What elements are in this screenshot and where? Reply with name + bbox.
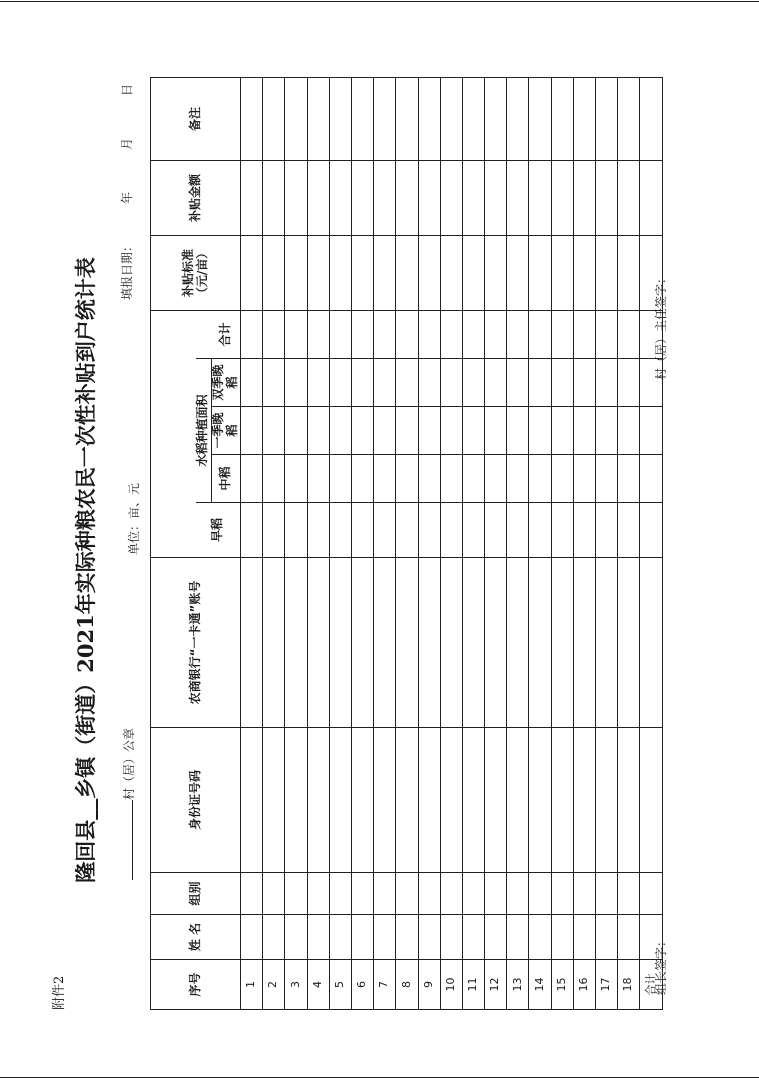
table-cell [485,503,507,558]
table-cell [396,310,418,358]
table-cell [618,728,640,873]
table-cell [462,160,484,235]
table-cell [396,235,418,310]
table-cell [529,873,551,915]
fill-date-day: 日 [120,83,134,96]
fill-date [118,84,135,300]
table-cell [418,310,440,358]
table-cell [573,873,595,915]
table-row [418,77,440,1009]
table-row [529,77,551,1009]
table-cell [618,235,640,310]
table-cell [241,310,263,358]
table-row [396,77,418,1009]
table-cell [285,915,307,960]
table-cell [462,77,484,160]
table-cell [485,407,507,455]
table-cell [462,558,484,728]
fill-date-month: 月 [120,137,134,150]
row-number: 15 [551,960,573,1010]
table-cell [263,235,285,310]
table-cell [529,455,551,503]
table-cell [285,407,307,455]
table-cell [618,160,640,235]
table-cell [507,160,529,235]
table-cell [351,160,373,235]
table-cell [396,915,418,960]
table-cell [329,160,351,235]
row-number: 5 [329,960,351,1010]
table-cell [440,915,462,960]
table-cell [396,873,418,915]
table-cell [462,873,484,915]
table-cell [285,359,307,407]
table-cell [618,503,640,558]
table-cell [285,455,307,503]
table-cell [418,235,440,310]
header-subtotal: 合计 [212,310,241,358]
table-cell [351,77,373,160]
table-cell [329,455,351,503]
table-cell [640,407,662,455]
table-cell [462,359,484,407]
table-cell [440,728,462,873]
fill-date-year: 年 [120,191,134,204]
table-cell [529,160,551,235]
table-cell [462,915,484,960]
table-cell [640,160,662,235]
table-cell [329,728,351,873]
table-cell [485,915,507,960]
row-number: 13 [507,960,529,1010]
table-cell [285,235,307,310]
table-cell [396,160,418,235]
table-cell [485,77,507,160]
table-cell [374,558,396,728]
table-cell [263,359,285,407]
table-cell [485,160,507,235]
table-cell [263,728,285,873]
table-cell [507,503,529,558]
table-cell [640,77,662,160]
table-cell [640,558,662,728]
table-cell [241,77,263,160]
table-cell [573,77,595,160]
table-cell [507,359,529,407]
village-blank [132,800,133,880]
header-bank-account: 农商银行“一卡通”账号 [151,558,241,728]
table-cell [241,160,263,235]
table-cell [573,728,595,873]
table-cell [329,873,351,915]
table-cell [307,503,329,558]
table-cell [329,235,351,310]
fill-date-label: 填报日期： [120,239,134,300]
table-cell [618,873,640,915]
table-cell [485,310,507,358]
table-cell [618,310,640,358]
row-number: 12 [485,960,507,1010]
table-cell [462,310,484,358]
table-cell [374,455,396,503]
table-cell [374,310,396,358]
total-row [640,77,662,1009]
table-cell [529,310,551,358]
table-cell [241,503,263,558]
table-cell [485,235,507,310]
header-subsidy-amount: 补贴金额 [151,160,241,235]
table-cell [396,77,418,160]
table-cell [418,503,440,558]
table-cell [618,407,640,455]
table-cell [418,160,440,235]
header-name: 姓 名 [151,915,241,960]
group-leader-signature: 组长签字： [654,934,668,995]
table-cell [351,235,373,310]
table-cell [551,915,573,960]
table-cell [440,558,462,728]
table-row [618,77,640,1009]
table-cell [241,235,263,310]
table-cell [374,407,396,455]
table-cell [374,915,396,960]
table-cell [485,359,507,407]
table-cell [351,503,373,558]
table-cell [551,728,573,873]
table-row [263,77,285,1009]
table-row [241,77,263,1009]
table-cell [418,873,440,915]
header-mid-rice: 中稻 [212,455,241,503]
table-cell [440,77,462,160]
table-cell [285,310,307,358]
village-seal-line [120,728,137,880]
table-cell [351,873,373,915]
row-number: 7 [374,960,396,1010]
village-seal-label: 村（居）公章 [122,727,136,800]
table-cell [440,359,462,407]
table-cell [329,915,351,960]
table-cell [396,359,418,407]
table-cell [285,558,307,728]
table-cell [462,728,484,873]
table-cell [351,558,373,728]
table-cell [285,503,307,558]
table-cell [241,359,263,407]
table-cell [462,455,484,503]
table-cell [263,558,285,728]
table-row [507,77,529,1009]
table-cell [329,558,351,728]
table-cell [551,873,573,915]
table-row [329,77,351,1009]
table-cell [329,407,351,455]
table-cell [618,455,640,503]
village-director-signature: 村（居）主任签字： [654,271,668,380]
header-rice-area: 水稻种植面积 [196,359,212,503]
table-cell [307,77,329,160]
table-cell [307,407,329,455]
table-cell [307,359,329,407]
table-cell [440,160,462,235]
table-cell [596,235,618,310]
table-cell [263,160,285,235]
table-row [440,77,462,1009]
table-cell [640,728,662,873]
table-row [596,77,618,1009]
table-cell [507,728,529,873]
header-subsidy-standard: 补贴标准（元/亩） [151,235,241,310]
table-cell [307,455,329,503]
table-cell [573,503,595,558]
table-cell [485,873,507,915]
table-cell [529,503,551,558]
table-cell [485,455,507,503]
table-cell [596,310,618,358]
table-cell [241,455,263,503]
table-cell [351,359,373,407]
table-cell [263,455,285,503]
table-cell [551,503,573,558]
table-cell [507,407,529,455]
table-cell [507,310,529,358]
unit-label: 单位：亩、元 [127,482,141,555]
table-cell [596,873,618,915]
table-cell [551,359,573,407]
table-cell [551,455,573,503]
table-cell [618,558,640,728]
table-cell [374,235,396,310]
table-cell [573,915,595,960]
table-cell [596,503,618,558]
table-cell [618,77,640,160]
table-cell [374,359,396,407]
table-row [374,77,396,1009]
table-cell [529,235,551,310]
table-cell [307,873,329,915]
row-number: 18 [618,960,640,1010]
row-number: 4 [307,960,329,1010]
row-number: 9 [418,960,440,1010]
table-cell [618,915,640,960]
table-cell [263,407,285,455]
table-cell [241,558,263,728]
table-cell [529,728,551,873]
row-number: 17 [596,960,618,1010]
table-cell [640,455,662,503]
table-cell [596,915,618,960]
table-cell [263,503,285,558]
table-cell [285,728,307,873]
table-cell [596,728,618,873]
table-cell [418,915,440,960]
table-cell [529,77,551,160]
table-cell [573,310,595,358]
table-cell [551,235,573,310]
header-remarks: 备注 [151,77,241,160]
table-row [573,77,595,1009]
row-number: 2 [263,960,285,1010]
table-cell [418,77,440,160]
table-cell [418,407,440,455]
table-cell [485,558,507,728]
table-cell [374,873,396,915]
header-early-rice: 早稻 [196,503,241,558]
table-cell [462,235,484,310]
table-cell [418,455,440,503]
table-cell [551,77,573,160]
header-subtotal-spacer [196,310,212,358]
table-cell [640,873,662,915]
table-cell [440,235,462,310]
table-cell [507,235,529,310]
table-cell [440,503,462,558]
table-cell [573,160,595,235]
table-cell [351,915,373,960]
table-cell [307,235,329,310]
table-cell [507,455,529,503]
header-group: 组别 [151,873,241,915]
table-cell [396,455,418,503]
table-cell [241,873,263,915]
table-cell [596,455,618,503]
row-number: 1 [241,960,263,1010]
table-cell [485,728,507,873]
table-cell [241,728,263,873]
table-cell [418,359,440,407]
table-cell [285,873,307,915]
table-cell [263,915,285,960]
row-number: 6 [351,960,373,1010]
header-rice-area-top [151,310,196,557]
table-cell [351,310,373,358]
table-cell [329,503,351,558]
table-cell [351,407,373,455]
table-row [307,77,329,1009]
table-cell [440,310,462,358]
table-cell [529,558,551,728]
table-cell [618,359,640,407]
table-cell [418,728,440,873]
row-number: 14 [529,960,551,1010]
header-single-late-rice: 一季晚稻 [212,407,241,455]
table-cell [551,407,573,455]
table-cell [241,915,263,960]
table-cell [263,77,285,160]
row-number: 3 [285,960,307,1010]
header-seq: 序号 [151,960,241,1010]
table-cell [285,160,307,235]
table-cell [596,160,618,235]
row-number: 16 [573,960,595,1010]
table-cell [573,455,595,503]
table-cell [440,873,462,915]
table-cell [396,728,418,873]
table-cell [396,407,418,455]
table-cell [596,407,618,455]
table-cell [374,160,396,235]
header-id-number: 身份证号码 [151,728,241,873]
table-cell [573,235,595,310]
table-cell [551,558,573,728]
table-cell [396,558,418,728]
table-cell [374,728,396,873]
table-cell [440,407,462,455]
table-row [462,77,484,1009]
table-cell [329,77,351,160]
table-cell [418,558,440,728]
table-row [485,77,507,1009]
table-cell [529,407,551,455]
page-title: 隆回县__乡镇（街道）2021年实际种粮农民一次性补贴到户统计表 [73,257,98,883]
table-cell [462,407,484,455]
table-cell [307,310,329,358]
table-cell [551,160,573,235]
row-number: 8 [396,960,418,1010]
table-cell [596,359,618,407]
total-label: 合计 [640,960,662,1010]
table-cell [462,503,484,558]
table-cell [573,558,595,728]
table-cell [307,558,329,728]
table-cell [329,310,351,358]
table-cell [285,77,307,160]
table-cell [640,503,662,558]
table-cell [374,77,396,160]
row-number: 11 [462,960,484,1010]
table-cell [351,728,373,873]
table-cell [396,503,418,558]
table-cell [573,407,595,455]
table-cell [307,915,329,960]
table-row [285,77,307,1009]
attachment-label: 附件2 [52,975,67,1010]
table-cell [596,77,618,160]
table-cell [573,359,595,407]
table-row [351,77,373,1009]
subsidy-table [150,77,663,1010]
table-cell [374,503,396,558]
table-cell [529,359,551,407]
table-cell [507,77,529,160]
table-cell [307,728,329,873]
row-number: 10 [440,960,462,1010]
table-cell [596,558,618,728]
table-cell [329,359,351,407]
table-cell [263,310,285,358]
table-cell [551,310,573,358]
table-cell [507,558,529,728]
table-cell [351,455,373,503]
table-cell [307,160,329,235]
table-cell [263,873,285,915]
table-cell [507,915,529,960]
table-cell [529,915,551,960]
table-cell [440,455,462,503]
table-row [551,77,573,1009]
table-cell [507,873,529,915]
table-cell [241,407,263,455]
header-double-late-rice: 双季晚稻 [212,359,241,407]
